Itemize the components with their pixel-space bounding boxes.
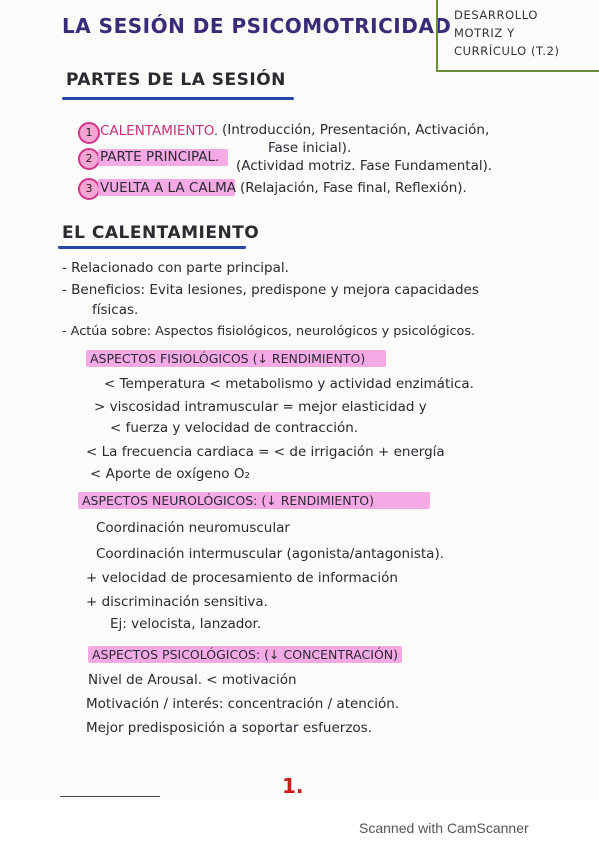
- part-description: (Relajación, Fase final, Reflexión).: [240, 180, 467, 196]
- psychological-line: Nivel de Arousal. < motivación: [88, 672, 297, 688]
- part-name: VUELTA A LA CALMA: [100, 180, 236, 196]
- physiological-line: < fuerza y velocidad de contracción.: [110, 420, 359, 436]
- warmup-heading-underline: [58, 246, 246, 249]
- subject-line-3: CURRÍCULO (T.2): [454, 44, 560, 58]
- physiological-line: > viscosidad intramuscular = mejor elasticidad y: [94, 399, 427, 415]
- neurological-line: + velocidad de procesamiento de información: [86, 570, 398, 586]
- neurological-line: Coordinación intermuscular (agonista/antagonista).: [96, 546, 445, 562]
- part-description: (Actividad motriz. Fase Fundamental).: [236, 158, 493, 174]
- warmup-line: físicas.: [92, 302, 139, 318]
- part-number-circle: 2: [78, 148, 100, 170]
- warmup-line: - Relacionado con parte principal.: [62, 260, 289, 276]
- part-number-circle: 3: [78, 178, 100, 200]
- warmup-heading: EL CALENTAMIENTO: [62, 223, 260, 243]
- part-name: PARTE PRINCIPAL.: [100, 149, 220, 165]
- neurological-line: + discriminación sensitiva.: [86, 594, 268, 610]
- physiological-line: < Temperatura < metabolismo y actividad enzimática.: [104, 376, 474, 392]
- part-name: CALENTAMIENTO.: [100, 123, 219, 139]
- page-number: 1.: [282, 774, 304, 798]
- scanner-footer: Scanned with CamScanner: [359, 820, 529, 836]
- neurological-line: Ej: velocista, lanzador.: [110, 616, 262, 632]
- neurological-line: Coordinación neuromuscular: [96, 520, 290, 536]
- section-heading-neurological: ASPECTOS NEUROLÓGICOS: (↓ RENDIMIENTO): [82, 493, 375, 508]
- page-title: LA SESIÓN DE PSICOMOTRICIDAD: [62, 14, 452, 38]
- divider: [60, 796, 160, 797]
- section-heading-physiological: ASPECTOS FISIOLÓGICOS (↓ RENDIMIENTO): [90, 351, 366, 366]
- part-description: (Introducción, Presentación, Activación,: [222, 122, 490, 138]
- parts-heading-underline: [62, 97, 294, 100]
- physiological-line: < La frecuencia cardiaca = < de irrigación + energía: [86, 444, 445, 460]
- part-number-circle: 1: [78, 122, 100, 144]
- subject-line-1: DESARROLLO: [454, 8, 538, 22]
- part-description-continued: Fase inicial).: [268, 140, 352, 156]
- parts-heading: PARTES DE LA SESIÓN: [66, 70, 286, 90]
- section-heading-psychological: ASPECTOS PSICOLÓGICOS: (↓ CONCENTRACIÓN): [92, 647, 399, 662]
- warmup-line: - Beneficios: Evita lesiones, predispone y mejora capacidades: [62, 282, 479, 298]
- warmup-line: - Actúa sobre: Aspectos fisiológicos, neurológicos y psicológicos.: [62, 324, 476, 339]
- physiological-line: < Aporte de oxígeno O₂: [90, 466, 250, 482]
- psychological-line: Mejor predisposición a soportar esfuerzos.: [86, 720, 372, 736]
- subject-line-2: MOTRIZ Y: [454, 26, 515, 40]
- psychological-line: Motivación / interés: concentración / atención.: [86, 696, 400, 712]
